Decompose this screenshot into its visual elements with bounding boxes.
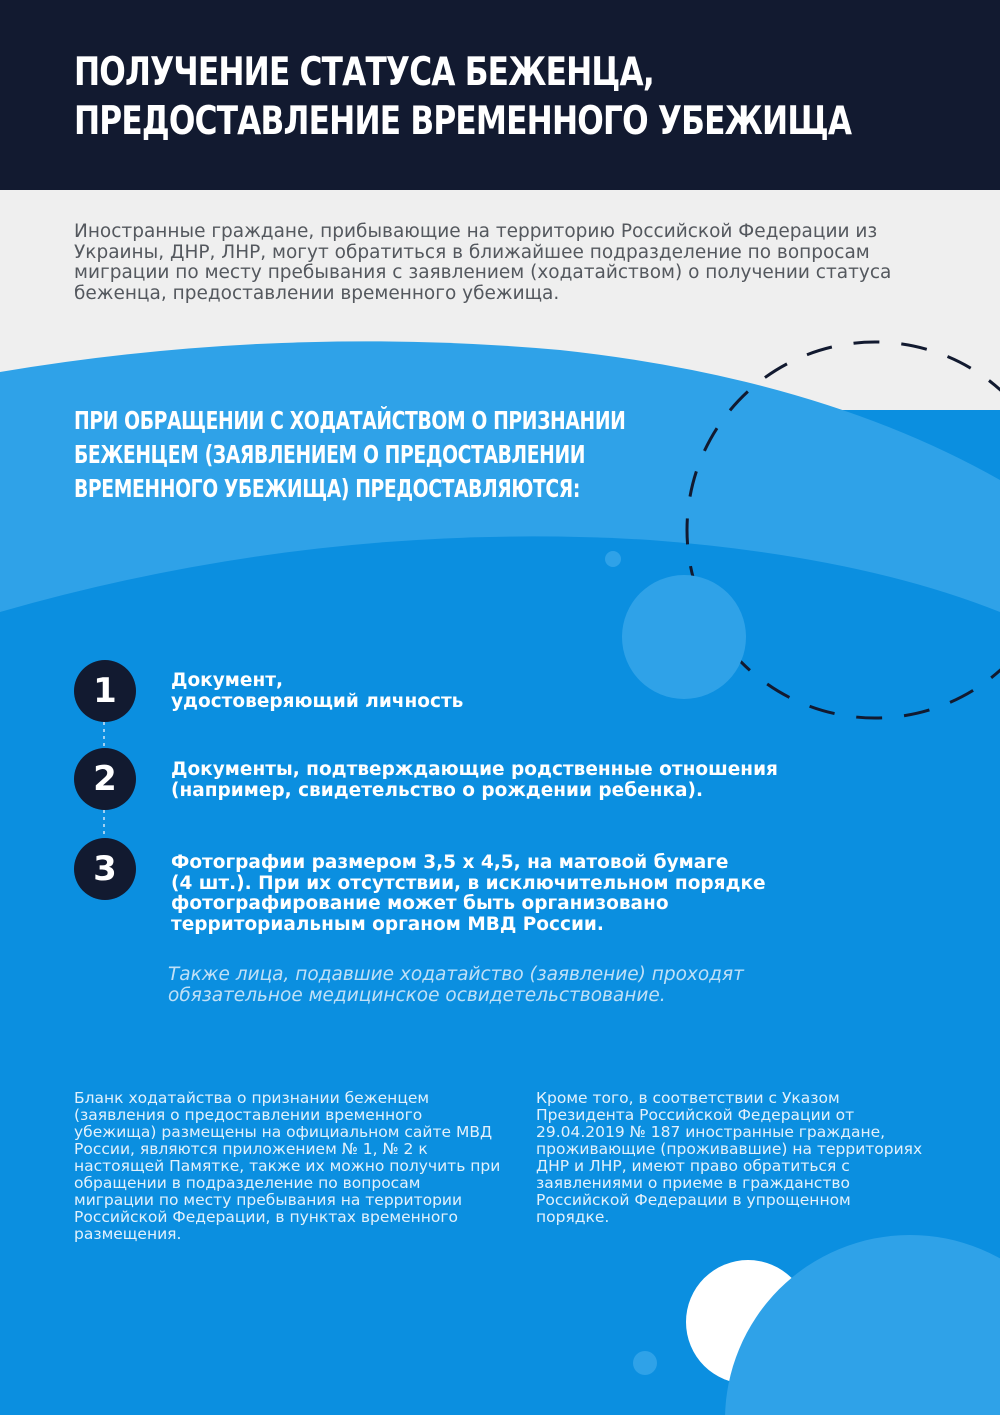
section-heading-line-1: ПРИ ОБРАЩЕНИИ С ХОДАТАЙСТВОМ О ПРИЗНАНИИ [74, 406, 626, 435]
footer-right-paragraph: Кроме того, в соответствии с Указом Президента Российской Федерации от 29.04.2019 № 187 иностранные граждане, проживающие (проживавшие) на территориях ДНР и ЛНР, имеют право обратиться с заявлениями о приеме в гражданство Российской Федерации в упрощенном порядке. [536, 1089, 923, 1226]
intro-paragraph: Иностранные граждане, прибывающие на территорию Российской Федерации из Украины, ДНР, ЛНР, могут обратиться в ближайшее подразделение по вопросам миграции по месту пребывания с заявлением (ходатайством) о получении статуса беженца, предоставлении временного убежища. [74, 221, 892, 304]
item-1-line-1: Документ, [171, 670, 284, 691]
item-number-2: 2 [74, 748, 136, 810]
section-heading [74, 404, 625, 506]
title-line-1: ПОЛУЧЕНИЕ СТАТУСА БЕЖЕНЦА, [74, 50, 654, 95]
item-3-line-1: Фотографии размером 3,5 х 4,5, на матовой бумаге [171, 852, 729, 873]
item-2-line-2: (например, свидетельство о рождении ребенка). [171, 779, 703, 801]
decorative-dot-small [605, 551, 621, 567]
item-3-line-4: территориальным органом МВД России. [171, 913, 604, 935]
item-3-line-2: (4 шт.). При их отсутствии, в исключительном порядке [171, 872, 766, 894]
section-heading-line-2: БЕЖЕНЦЕМ (ЗАЯВЛЕНИЕМ О ПРЕДОСТАВЛЕНИИ [74, 440, 586, 469]
item-text-3 [171, 853, 831, 935]
item-number-3: 3 [74, 838, 136, 900]
item-3-line-3: фотографирование может быть организовано [171, 893, 669, 914]
item-text-2 [171, 760, 831, 801]
item-number-1: 1 [74, 660, 136, 722]
item-2-line-1: Документы, подтверждающие родственные отношения [171, 759, 778, 780]
medical-note: Также лица, подавшие ходатайство (заявление) проходят обязательное медицинское освидетельствование. [168, 964, 744, 1006]
title-line-2: ПРЕДОСТАВЛЕНИЕ ВРЕМЕННОГО УБЕЖИЩА [74, 99, 852, 144]
item-1-line-2: удостоверяющий личность [171, 690, 464, 712]
section-heading-line-3: ВРЕМЕННОГО УБЕЖИЩА) ПРЕДОСТАВЛЯЮТСЯ: [74, 474, 580, 503]
item-text-1 [171, 671, 831, 712]
decorative-dot-bottom [633, 1351, 657, 1375]
footer-left-paragraph: Бланк ходатайства о признании беженцем (заявления о предоставлении временного убежища) размещены на официальном сайте МВД России, являются приложением № 1, № 2 к настоящей Памятке, также их можно получить при обращении в подразделение по вопросам миграции по месту пребывания на территории Российской Федерации, в пунктах временного размещения. [74, 1089, 501, 1243]
